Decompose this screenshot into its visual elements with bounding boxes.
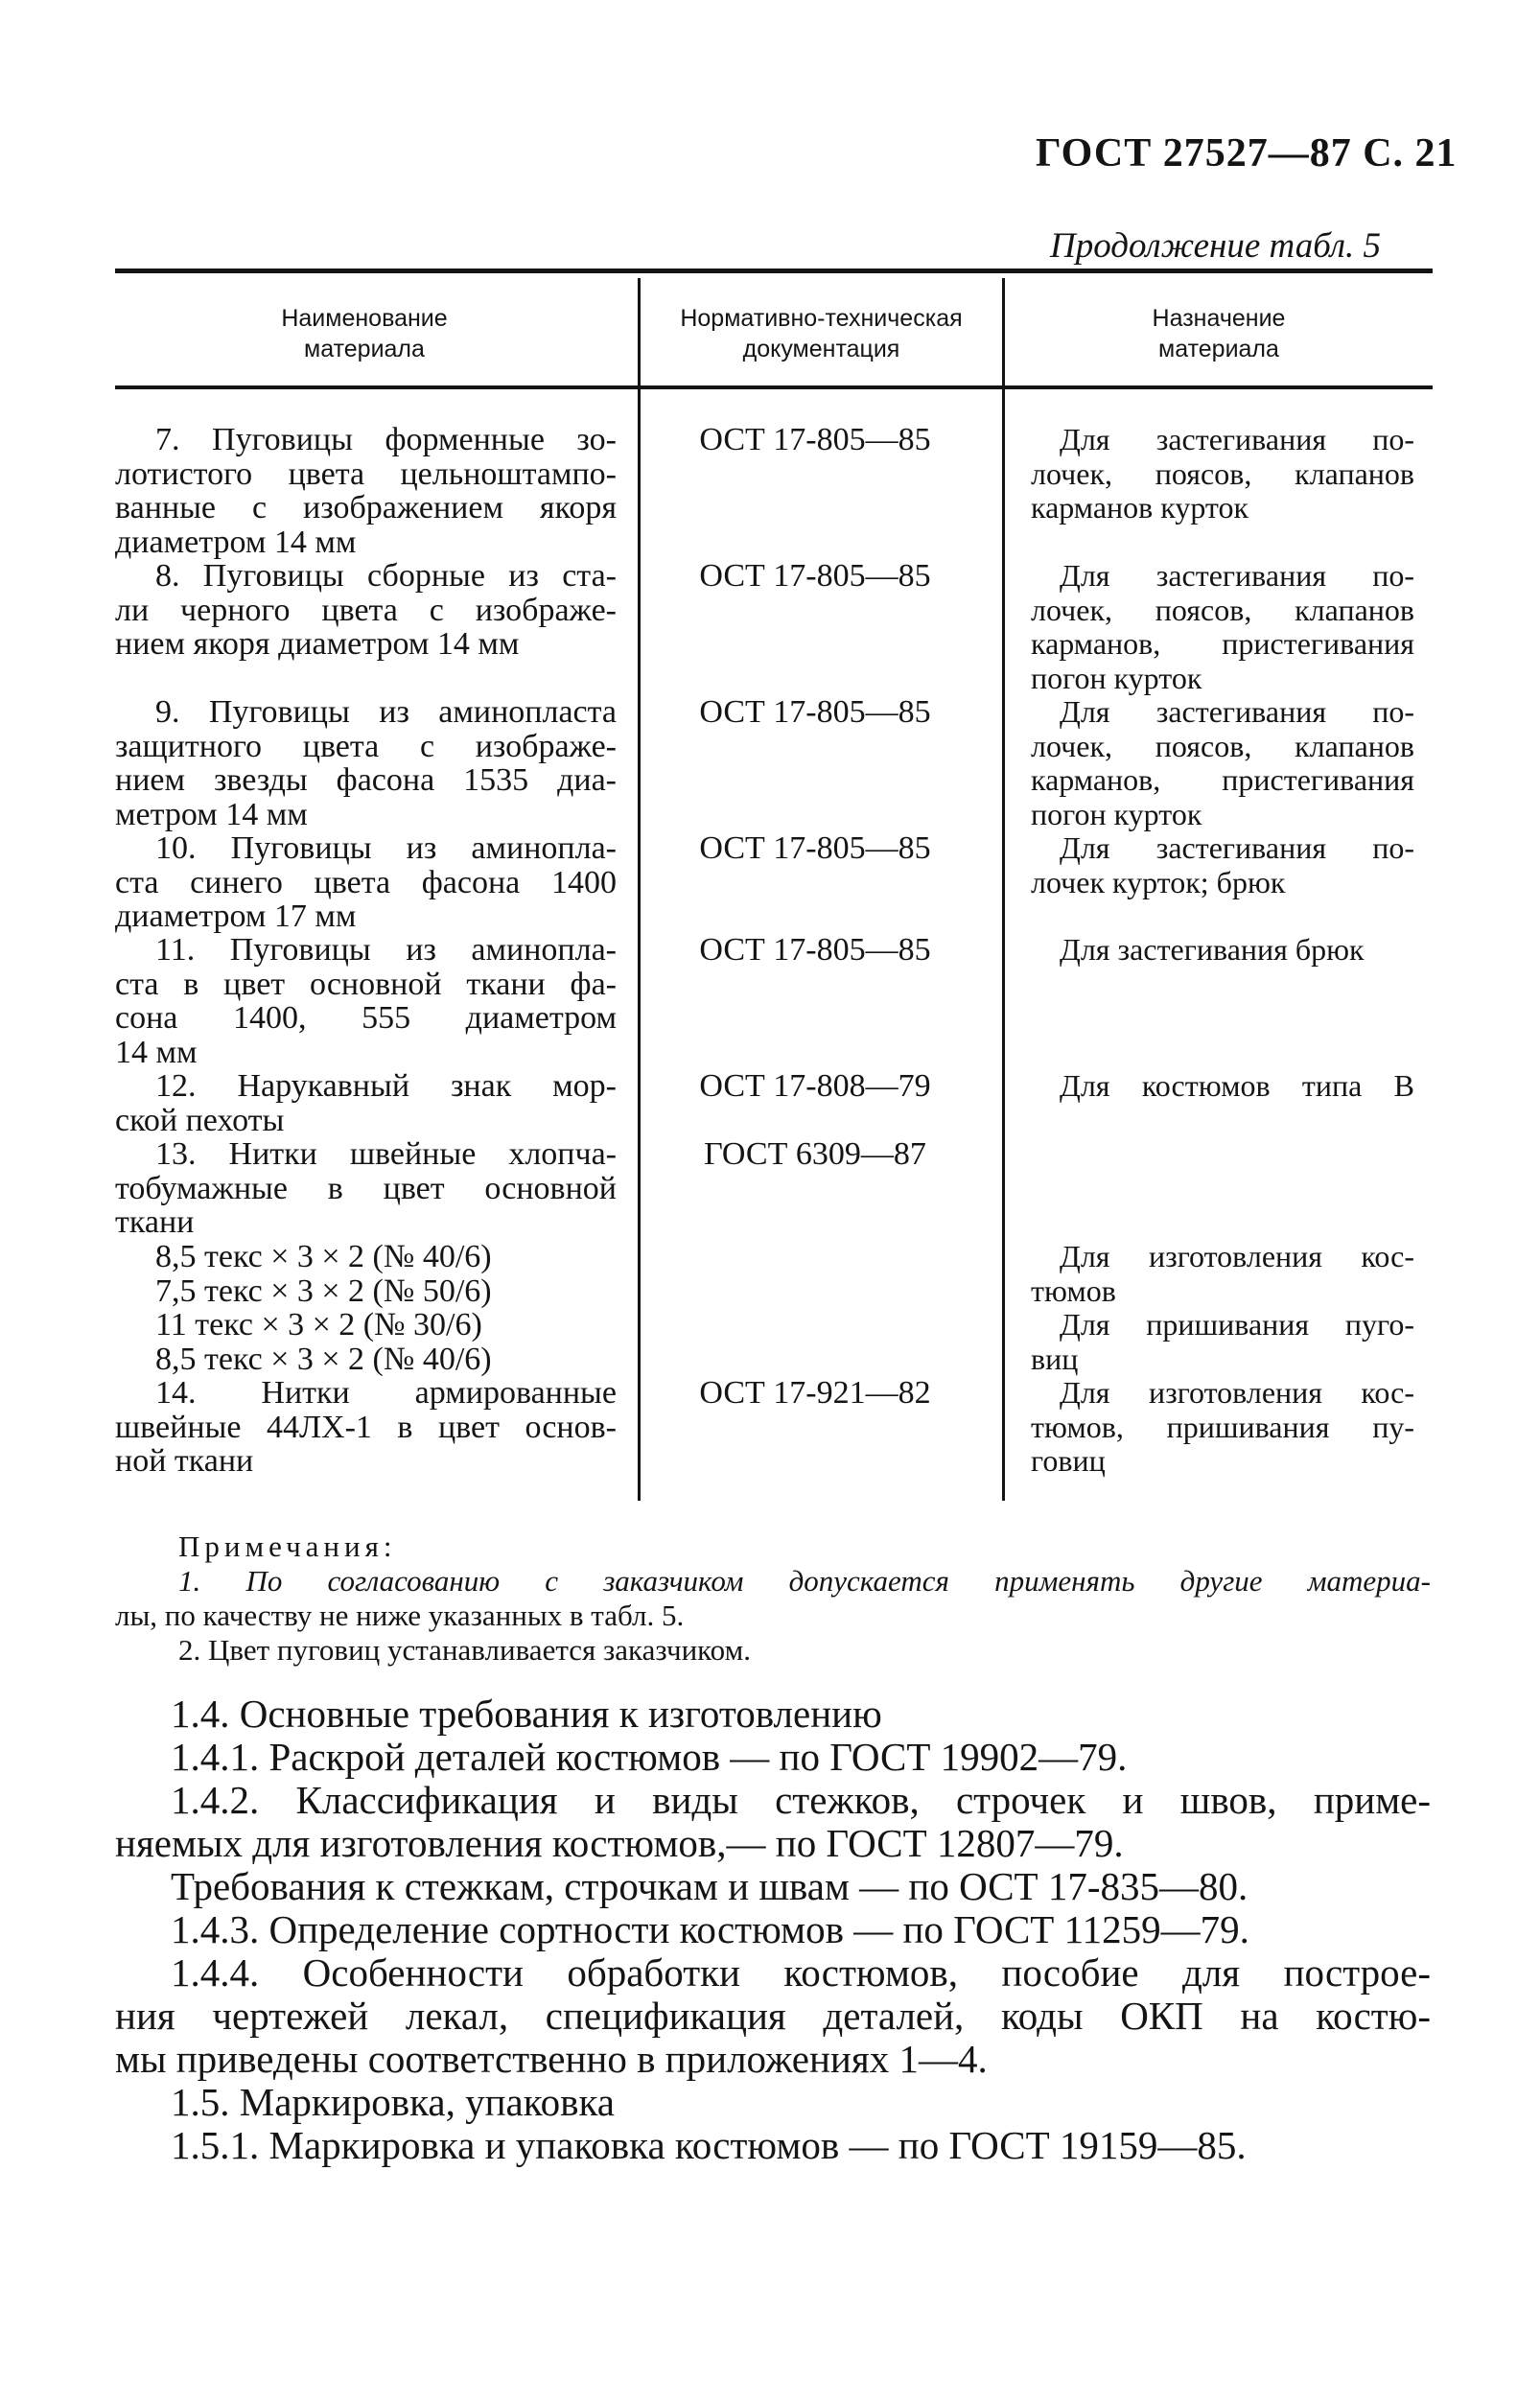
table-row-material: 7. Пуговицы форменные зо- лотистого цвета цельноштампо- ванные с изображением якоря диаметром 14 мм	[115, 422, 617, 560]
section-1-4-2-requirements: Требования к стежкам, строчкам и швам — по ОСТ 17-835—80.	[171, 1864, 1248, 1908]
table-row-doc: ОСТ 17-805—85	[699, 422, 931, 457]
section-1-4-4-continuation: ния чертежей лекал, спецификация деталей, коды ОКП на костю-	[115, 1994, 1431, 2038]
section-1-4-4-end: мы приведены соответственно в приложениях 1—4.	[115, 2037, 988, 2081]
table-row-material: 12. Нарукавный знак мор- ской пехоты	[115, 1068, 617, 1138]
table-row-purpose: Для застегивания по- лочек, поясов, клапанов карманов, пристегивания погон курток	[1031, 694, 1414, 831]
column-header-documentation: Нормативно-техническая документация	[680, 305, 963, 362]
table-row-material: 13. Нитки швейные хлопча- тобумажные в цвет основной ткани	[115, 1136, 617, 1240]
page-header: ГОСТ 27527—87 С. 21	[1036, 131, 1458, 175]
table-row-purpose: Для застегивания по- лочек, поясов, клапанов карманов, пристегивания погон курток	[1031, 558, 1414, 695]
table-row-doc: ОСТ 17-805—85	[699, 694, 931, 730]
section-1-4-3: 1.4.3. Определение сортности костюмов — по ГОСТ 11259—79.	[171, 1907, 1249, 1951]
section-1-4-2-continuation: няемых для изготовления костюмов,— по ГОСТ 12807—79.	[115, 1821, 1124, 1865]
table-row-purpose: Для изготовления кос- тюмов, пришивания пу- говиц	[1031, 1375, 1414, 1478]
table-row-purpose: Для застегивания по- лочек, поясов, клапанов карманов курток	[1031, 422, 1414, 525]
table-row-doc: ОСТ 17-808—79	[699, 1068, 931, 1104]
table-continuation-label: Продолжение табл. 5	[1050, 226, 1382, 266]
column-divider-2	[1002, 278, 1005, 1501]
table-row-doc: ОСТ 17-921—82	[699, 1375, 931, 1411]
table-row-material: 9. Пуговицы из аминопласта защитного цвета с изображе- нием звезды фасона 1535 диа- метром 14 мм	[115, 694, 617, 832]
table-row-material: 11 текс × 3 × 2 (№ 30/6) 8,5 текс × 3 × 2 (№ 40/6)	[155, 1307, 492, 1377]
section-1-5-1: 1.5.1. Маркировка и упаковка костюмов — по ГОСТ 19159—85.	[171, 2123, 1247, 2167]
table-row-doc: ОСТ 17-805—85	[699, 558, 931, 594]
note-2: 2. Цвет пуговиц устанавливается заказчиком.	[178, 1633, 751, 1667]
table-row-purpose: Для изготовления кос- тюмов	[1031, 1239, 1414, 1308]
table-row-purpose: Для пришивания пуго- виц	[1031, 1307, 1414, 1376]
table-row-material: 14. Нитки армированные швейные 44ЛХ-1 в цвет основ- ной ткани	[115, 1375, 617, 1479]
table-row-purpose: Для застегивания по- лочек курток; брюк	[1031, 830, 1414, 899]
table-top-rule	[115, 268, 1433, 273]
notes-title: Примечания:	[178, 1529, 397, 1563]
table-row-purpose: Для костюмов типа В	[1060, 1068, 1414, 1103]
table-row-doc: ГОСТ 6309—87	[704, 1136, 926, 1172]
table-row-material: 11. Пуговицы из аминопла- ста в цвет основной ткани фа- сона 1400, 555 диаметром 14 мм	[115, 932, 617, 1070]
table-header-rule	[115, 385, 1433, 389]
table-row-material: 8. Пуговицы сборные из ста- ли черного цвета с изображе- нием якоря диаметром 14 мм	[115, 558, 617, 662]
column-header-material: Наименование материала	[281, 305, 448, 362]
table-row-purpose: Для застегивания брюк	[1060, 932, 1365, 967]
table-row-material: 8,5 текс × 3 × 2 (№ 40/6) 7,5 текс × 3 × 2 (№ 50/6)	[155, 1239, 492, 1309]
materials-table	[115, 268, 1433, 1501]
table-notes	[115, 1529, 1431, 1668]
column-header-purpose: Назначение материала	[1152, 305, 1286, 362]
note-1: 1. По согласованию с заказчиком допускается применять другие материа-	[178, 1564, 1431, 1598]
table-row-doc: ОСТ 17-805—85	[699, 830, 931, 866]
main-text	[115, 1692, 1431, 2167]
section-1-4-heading: 1.4. Основные требования к изготовлению	[171, 1692, 882, 1736]
section-1-4-1: 1.4.1. Раскрой деталей костюмов — по ГОСТ 19902—79.	[171, 1735, 1128, 1779]
column-divider-1	[638, 278, 641, 1501]
note-1-continuation: лы, по качеству не ниже указанных в табл. 5.	[115, 1599, 685, 1632]
section-1-5-heading: 1.5. Маркировка, упаковка	[171, 2080, 615, 2124]
table-row-material: 10. Пуговицы из аминопла- ста синего цвета фасона 1400 диаметром 17 мм	[115, 830, 617, 934]
section-1-4-2: 1.4.2. Классификация и виды стежков, строчек и швов, приме-	[171, 1778, 1431, 1822]
table-row-doc: ОСТ 17-805—85	[699, 932, 931, 968]
section-1-4-4: 1.4.4. Особенности обработки костюмов, пособие для построе-	[171, 1950, 1431, 1995]
